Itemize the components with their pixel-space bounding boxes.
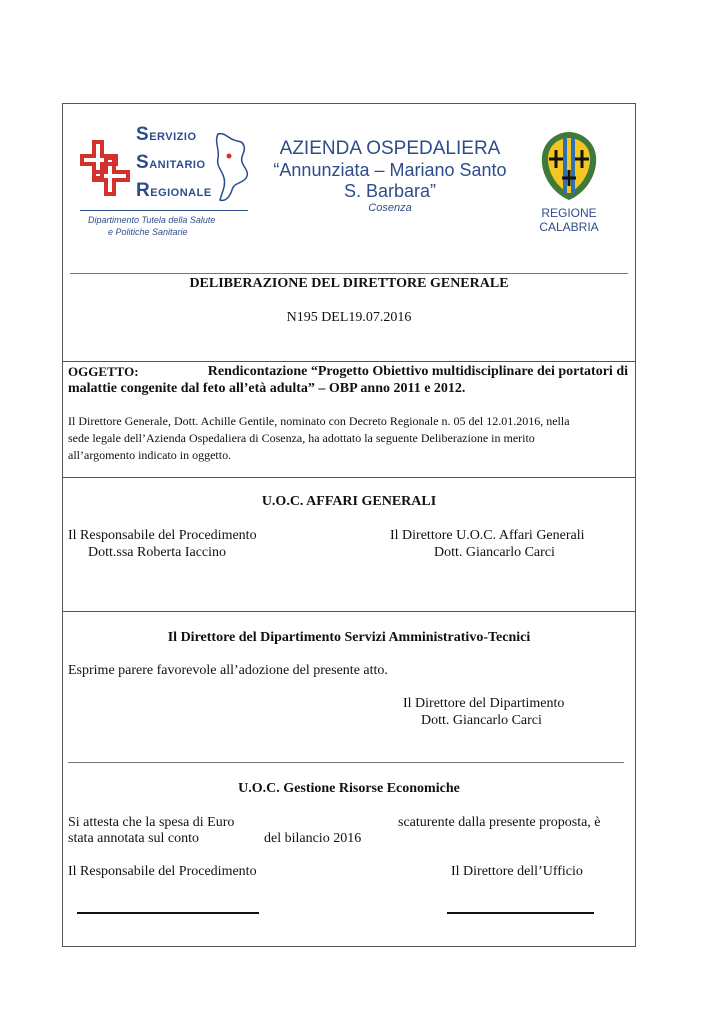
risorse-left-role: Il Responsabile del Procedimento (68, 864, 257, 879)
ssr-divider (80, 210, 248, 211)
risorse-line1-left: Si attesta che la spesa di Euro (68, 815, 235, 830)
risorse-line2-left: stata annotata sul conto (68, 831, 200, 846)
calabria-map-icon (212, 130, 252, 206)
section-divider-3 (62, 611, 636, 612)
section-divider-1 (62, 361, 636, 362)
oggetto-text-1: Rendicontazione “Progetto Obiettivo multidisciplinare dei portatori di (207, 364, 628, 379)
dipartimento-name: Dott. Giancarlo Carci (421, 713, 542, 728)
affari-left-role: Il Responsabile del Procedimento (68, 528, 257, 543)
section-divider-4 (68, 762, 624, 763)
oggetto-intro: Il Direttore Generale, Dott. Achille Gentile, nominato con Decreto Regionale n. 05 del 12.01.2016, nella sede legale dell’Azienda Ospedaliera di Cosenza, ha adottato la seguente Deliberazione in merito all’argomento indicato in oggetto. (68, 414, 570, 462)
regione-label: REGIONE CALABRIA (539, 206, 599, 234)
risorse-line1-right: scaturente dalla presente proposta, è (398, 815, 601, 830)
deliberazione-number: N195 DEL19.07.2016 (286, 310, 412, 325)
risorse-right-role: Il Direttore dell’Ufficio (451, 864, 583, 879)
azienda-line-2: “Annunziata – Mariano Santo (273, 160, 507, 180)
deliberazione-title: DELIBERAZIONE DEL DIRETTORE GENERALE (189, 276, 509, 291)
oggetto-label: OGGETTO: (68, 364, 139, 379)
dipartimento-parere: Esprime parere favorevole all’adozione del presente atto. (68, 663, 388, 678)
azienda-line-3: S. Barbara” (343, 181, 437, 201)
signature-line-right (447, 912, 594, 914)
dipartimento-role: Il Direttore del Dipartimento (403, 696, 565, 711)
header-divider (70, 273, 628, 274)
risorse-line2-right: del bilancio 2016 (264, 831, 362, 846)
regione-calabria-shield-icon (538, 130, 600, 202)
red-cross-icon (80, 140, 130, 196)
oggetto-block (68, 363, 628, 397)
ssr-subtitle: Dipartimento Tutela della Salute e Politiche Sanitarie (88, 215, 216, 237)
azienda-city: Cosenza (368, 202, 412, 214)
ssr-line-3: REGIONALE (136, 180, 212, 201)
signature-line-left (77, 912, 259, 914)
affari-right-name: Dott. Giancarlo Carci (434, 545, 555, 560)
ssr-line-2: SANITARIO (136, 152, 206, 173)
oggetto-text-2: malattie congenite dal feto all’età adulta” – OBP anno 2011 e 2012. (68, 381, 466, 396)
affari-right-role: Il Direttore U.O.C. Affari Generali (390, 528, 585, 543)
azienda-line-1: AZIENDA OSPEDALIERA (279, 138, 501, 159)
dipartimento-title: Il Direttore del Dipartimento Servizi Amministrativo-Tecnici (167, 630, 531, 645)
ssr-line-1: SERVIZIO (136, 124, 197, 145)
risorse-title: U.O.C. Gestione Risorse Economiche (238, 781, 460, 796)
affari-generali-title: U.O.C. AFFARI GENERALI (261, 494, 437, 509)
section-divider-2 (62, 477, 636, 478)
affari-left-name: Dott.ssa Roberta Iaccino (88, 545, 227, 560)
